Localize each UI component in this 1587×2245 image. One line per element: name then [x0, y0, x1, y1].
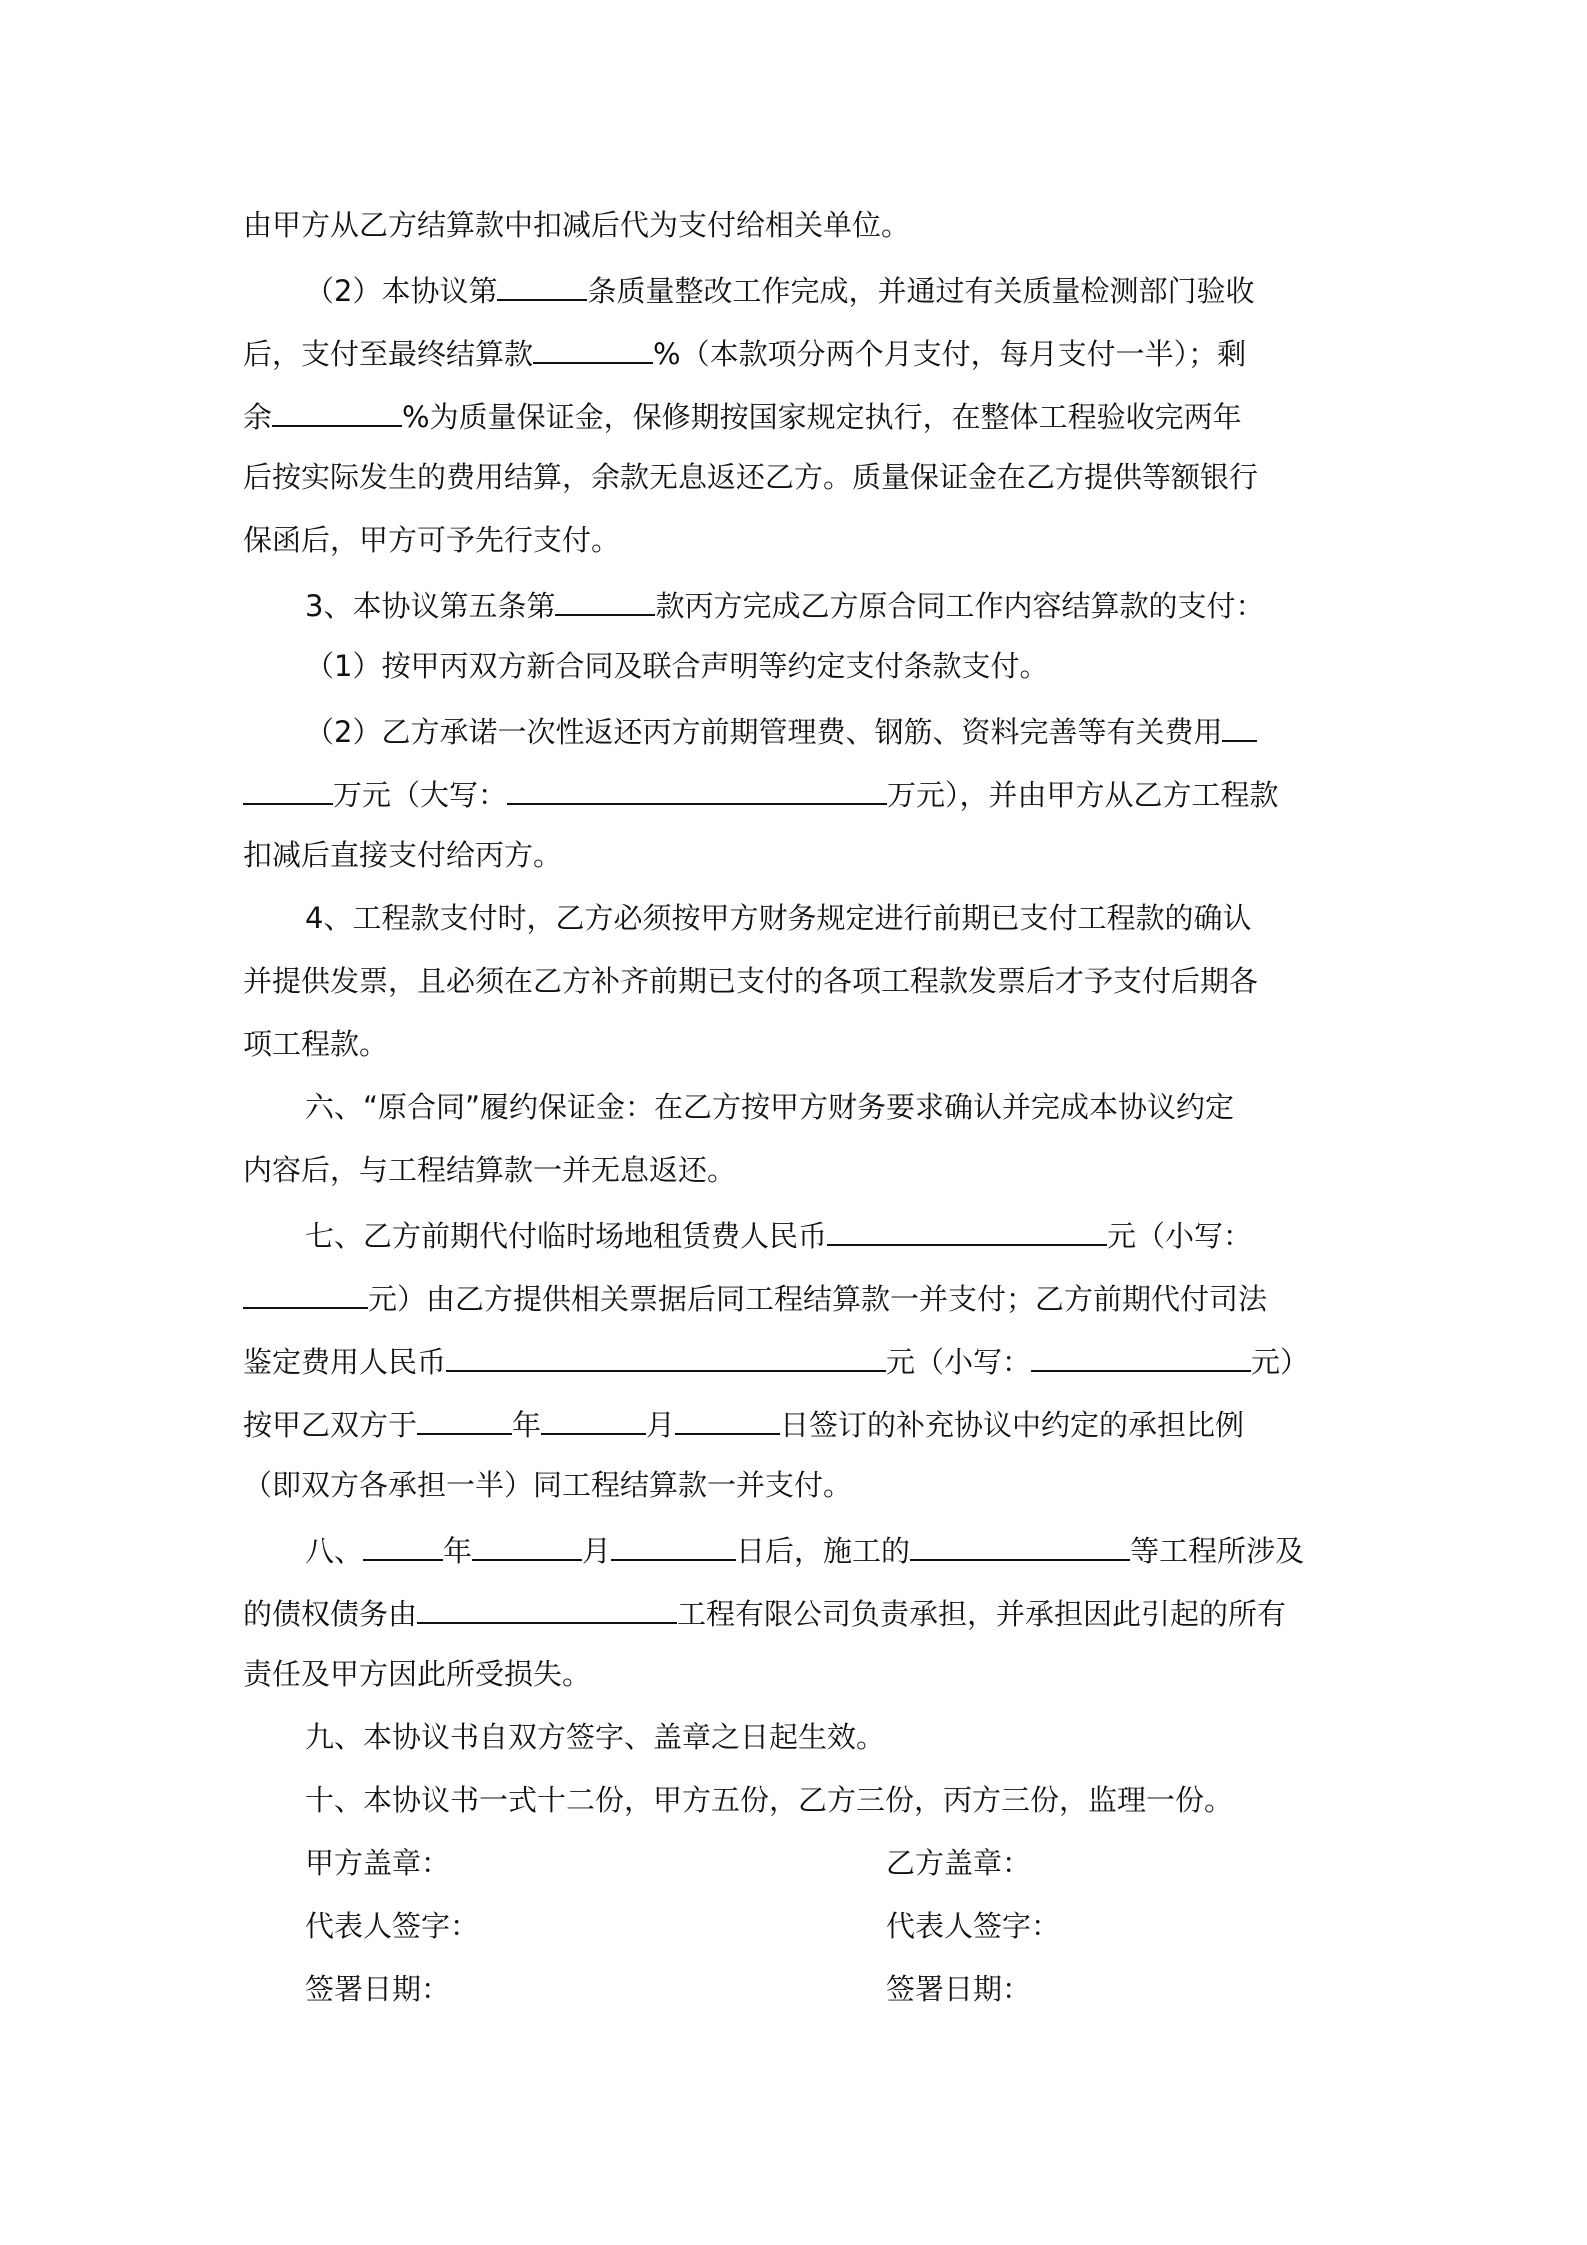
- text-line: [243, 961, 1258, 1001]
- text-line: [243, 1465, 852, 1505]
- text-run: 余: [243, 400, 273, 434]
- blank-field[interactable]: [417, 1402, 512, 1435]
- party-b-rep-label: 代表人签字：: [886, 1909, 1061, 1943]
- text-run: （2）乙方承诺一次性返还丙方前期管理费、钢筋、资料完善等有关费用: [305, 715, 1223, 749]
- blank-field[interactable]: [507, 772, 887, 805]
- blank-field[interactable]: [611, 1528, 736, 1561]
- blank-field[interactable]: [1222, 709, 1257, 742]
- text-line: [305, 1087, 1234, 1127]
- text-run: 3、本协议第五条第: [305, 589, 556, 623]
- party-a-date-label: 签署日期：: [305, 1972, 451, 2006]
- text-run: 月: [646, 1408, 676, 1442]
- text-line: [243, 835, 562, 875]
- blank-field[interactable]: [1031, 1339, 1251, 1372]
- text-line: [305, 268, 1254, 308]
- text-run: 的债权债务由: [243, 1597, 418, 1631]
- blank-field[interactable]: [272, 394, 402, 427]
- text-run: 工程有限公司负责承担，并承担因此引起的所有: [677, 1597, 1287, 1631]
- party-b-date-label: 签署日期：: [886, 1972, 1032, 2006]
- blank-field[interactable]: [910, 1528, 1130, 1561]
- blank-field[interactable]: [446, 1339, 886, 1372]
- text-line: [243, 1339, 1309, 1379]
- text-run: 六、“原合同”履约保证金：在乙方按甲方财务要求确认并完成本协议约定: [305, 1090, 1235, 1124]
- text-run: 扣减后直接支付给丙方。: [243, 838, 563, 872]
- text-run: 按甲乙双方于: [243, 1408, 418, 1442]
- text-run: 日签订的补充协议中约定的承担比例: [780, 1408, 1245, 1442]
- blank-field[interactable]: [243, 772, 333, 805]
- text-run: 项工程款。: [243, 1027, 389, 1061]
- text-run: 日后，施工的: [736, 1534, 911, 1568]
- text-run: 款丙方完成乙方原合同工作内容结算款的支付：: [655, 589, 1265, 623]
- text-line: [243, 205, 910, 245]
- text-run: 年: [443, 1534, 473, 1568]
- text-line: [243, 772, 1279, 812]
- text-line: [243, 1402, 1244, 1442]
- text-run: （即双方各承担一半）同工程结算款一并支付。: [243, 1468, 853, 1502]
- text-line: [305, 1780, 1233, 1820]
- text-run: 由甲方从乙方结算款中扣减后代为支付给相关单位。: [243, 208, 911, 242]
- text-line: [243, 457, 1258, 497]
- blank-field[interactable]: [472, 1528, 582, 1561]
- text-run: %为质量保证金，保修期按国家规定执行，在整体工程验收完两年: [402, 400, 1242, 434]
- text-run: 万元），并由甲方从乙方工程款: [887, 778, 1279, 812]
- text-run: %（本款项分两个月支付，每月支付一半）；剩: [653, 337, 1247, 371]
- party-b-seal-label: 乙方盖章：: [886, 1846, 1032, 1880]
- text-run: 元（小写：: [886, 1345, 1032, 1379]
- text-line: [305, 898, 1251, 938]
- blank-field[interactable]: [827, 1213, 1107, 1246]
- text-line: [243, 331, 1246, 371]
- blank-field[interactable]: [555, 583, 655, 616]
- text-line: [243, 1654, 591, 1694]
- blank-field[interactable]: [541, 1402, 646, 1435]
- text-line: [305, 583, 1264, 623]
- text-run: 十、本协议书一式十二份，甲方五份，乙方三份，丙方三份，监理一份。: [305, 1783, 1234, 1817]
- text-run: 八、: [305, 1534, 364, 1568]
- blank-field[interactable]: [533, 331, 653, 364]
- text-run: 后按实际发生的费用结算，余款无息返还乙方。质量保证金在乙方提供等额银行: [243, 460, 1259, 494]
- blank-field[interactable]: [497, 268, 587, 301]
- text-run: 并提供发票，且必须在乙方补齐前期已支付的各项工程款发票后才予支付后期各: [243, 964, 1259, 998]
- text-line: [243, 1591, 1286, 1631]
- text-run: 后，支付至最终结算款: [243, 337, 534, 371]
- text-run: 月: [582, 1534, 612, 1568]
- text-run: 责任及甲方因此所受损失。: [243, 1657, 592, 1691]
- text-run: 七、乙方前期代付临时场地租赁费人民币: [305, 1219, 828, 1253]
- blank-field[interactable]: [363, 1528, 443, 1561]
- text-run: 条质量整改工作完成，并通过有关质量检测部门验收: [587, 274, 1255, 308]
- party-a-rep-label: 代表人签字：: [305, 1909, 480, 1943]
- text-run: 保函后，甲方可予先行支付。: [243, 523, 621, 557]
- blank-field[interactable]: [417, 1591, 677, 1624]
- text-line: [243, 394, 1242, 434]
- blank-field[interactable]: [675, 1402, 780, 1435]
- text-run: （1）按甲丙双方新合同及联合声明等约定支付条款支付。: [305, 649, 1049, 683]
- text-line: [305, 1213, 1252, 1253]
- text-run: 元）由乙方提供相关票据后同工程结算款一并支付；乙方前期代付司法: [368, 1282, 1268, 1316]
- text-line: [305, 646, 1048, 686]
- text-line: [305, 1528, 1304, 1568]
- text-line: [243, 1024, 388, 1064]
- text-run: 鉴定费用人民币: [243, 1345, 447, 1379]
- text-run: 万元（大写：: [333, 778, 508, 812]
- text-line: [305, 1717, 885, 1757]
- text-run: 元（小写：: [1107, 1219, 1253, 1253]
- text-run: 内容后，与工程结算款一并无息返还。: [243, 1153, 737, 1187]
- text-line: [243, 1276, 1267, 1316]
- text-run: （2）本协议第: [305, 274, 498, 308]
- text-line: [243, 1150, 736, 1190]
- text-run: 九、本协议书自双方签字、盖章之日起生效。: [305, 1720, 886, 1754]
- blank-field[interactable]: [243, 1276, 368, 1309]
- party-a-seal-label: 甲方盖章：: [305, 1846, 451, 1880]
- text-line: [243, 520, 620, 560]
- text-run: 年: [512, 1408, 542, 1442]
- text-run: 4、工程款支付时，乙方必须按甲方财务规定进行前期已支付工程款的确认: [305, 901, 1252, 935]
- text-run: 等工程所涉及: [1130, 1534, 1305, 1568]
- text-run: 元）: [1251, 1345, 1310, 1379]
- text-line: [305, 709, 1257, 749]
